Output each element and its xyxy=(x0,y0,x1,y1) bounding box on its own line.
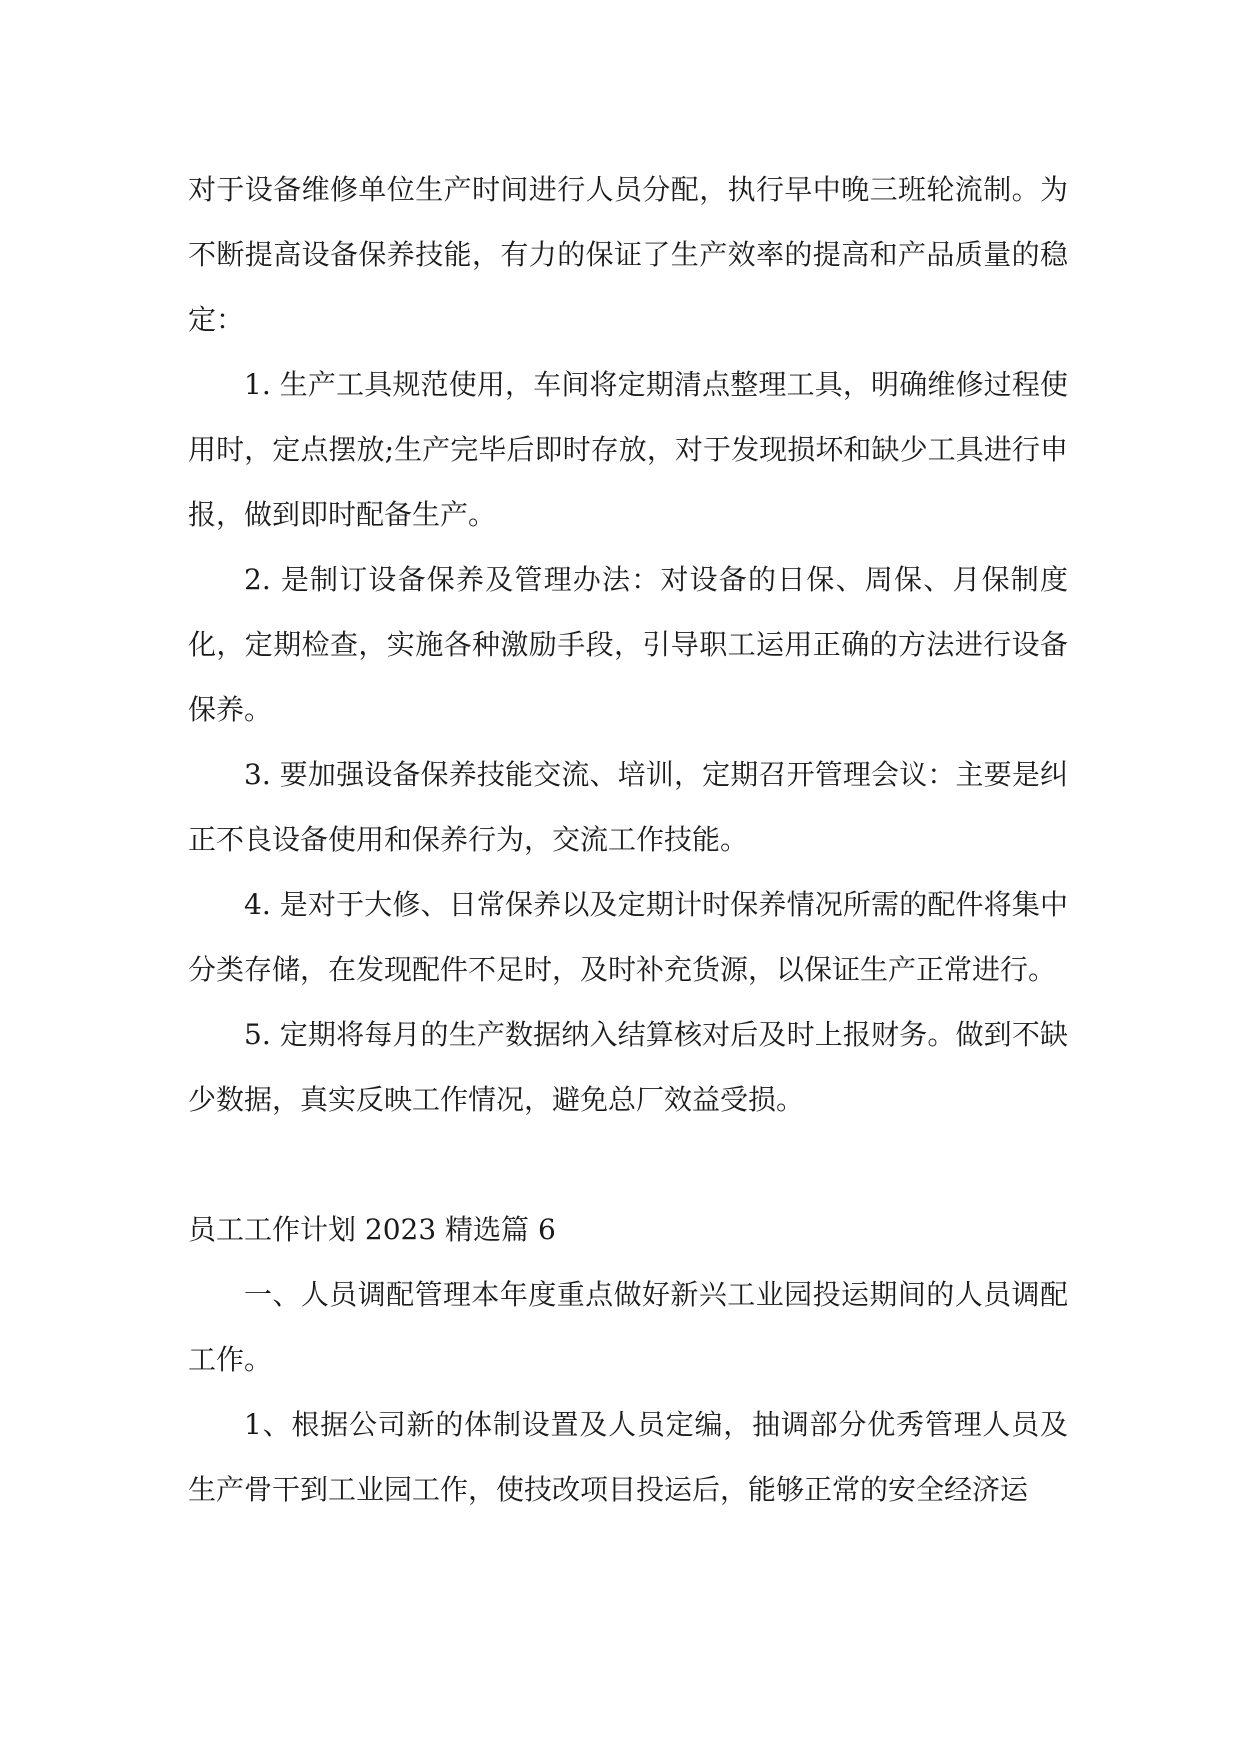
paragraph-item-2: 2. 是制订设备保养及管理办法：对设备的日保、周保、月保制度化，定期检查，实施各种激励手段，引导职工运用正确的方法进行设备保养。 xyxy=(188,563,1068,726)
section-paragraph-1: 一、人员调配管理本年度重点做好新兴工业园投运期间的人员调配工作。 xyxy=(188,1278,1068,1376)
section-title: 员工工作计划 2023 精选篇 6 xyxy=(188,1213,556,1246)
paragraph-item-1: 1. 生产工具规范使用，车间将定期清点整理工具，明确维修过程使用时，定点摆放;生产完毕后即时存放，对于发现损坏和缺少工具进行申报，做到即时配备生产。 xyxy=(188,368,1068,531)
section-spacer xyxy=(188,1132,1068,1197)
paragraph-item-4: 4. 是对于大修、日常保养以及定期计时保养情况所需的配件将集中分类存储，在发现配件不足时，及时补充货源，以保证生产正常进行。 xyxy=(188,888,1068,986)
section-paragraph-2: 1、根据公司新的体制设置及人员定编，抽调部分优秀管理人员及生产骨干到工业园工作，使技改项目投运后，能够正常的安全经济运 xyxy=(188,1408,1068,1506)
paragraph-intro: 对于设备维修单位生产时间进行人员分配，执行早中晚三班轮流制。为不断提高设备保养技能，有力的保证了生产效率的提高和产品质量的稳定： xyxy=(188,173,1068,336)
document-body xyxy=(188,157,1068,1522)
paragraph-item-3: 3. 要加强设备保养技能交流、培训，定期召开管理会议：主要是纠正不良设备使用和保养行为，交流工作技能。 xyxy=(188,758,1068,856)
paragraph-item-5: 5. 定期将每月的生产数据纳入结算核对后及时上报财务。做到不缺少数据，真实反映工作情况，避免总厂效益受损。 xyxy=(188,1018,1068,1116)
